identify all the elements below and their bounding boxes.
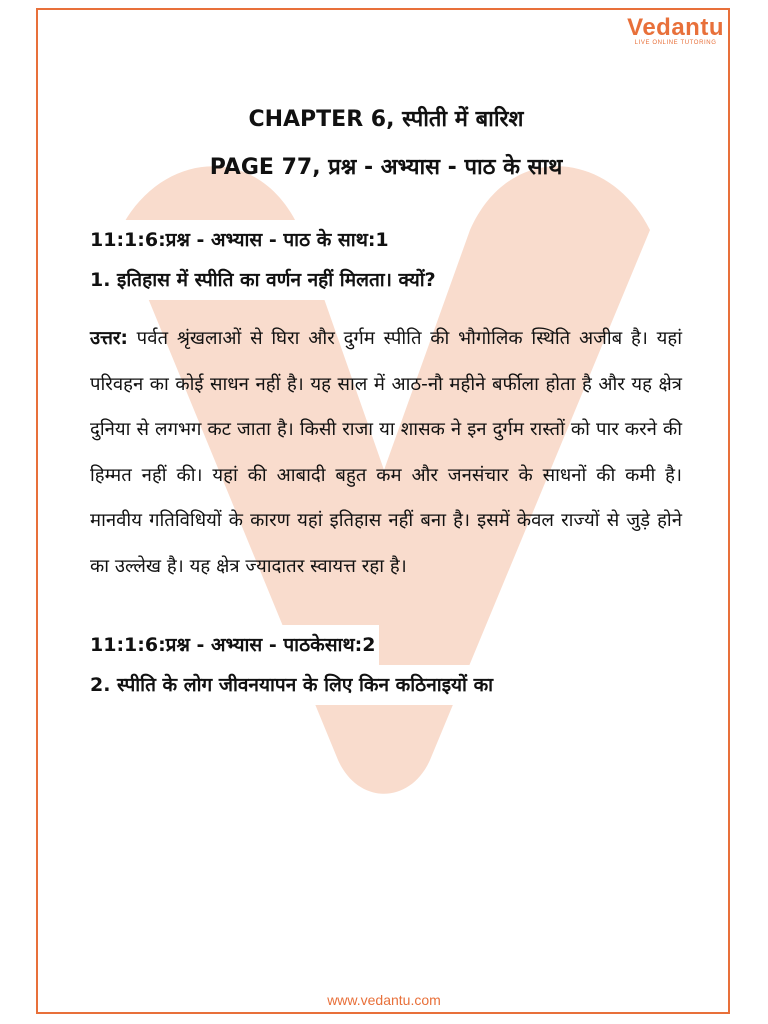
question-block-2 xyxy=(90,625,682,705)
question-text: 1. इतिहास में स्पीति का वर्णन नहीं मिलता। क्यों? xyxy=(90,260,440,300)
vedantu-logo xyxy=(627,14,724,46)
page-title: PAGE 77, प्रश्न - अभ्यास - पाठ के साथ xyxy=(209,155,563,180)
document-body xyxy=(90,96,682,705)
logo-tagline: LIVE ONLINE TUTORING xyxy=(634,40,717,46)
logo-wordmark: Vedantu xyxy=(627,14,724,41)
answer-text: पर्वत श्रृंखलाओं से घिरा और दुर्गम स्पीति की भौगोलिक स्थिति अजीब है। यहां परिवहन का कोई साधन नहीं है। यह साल में आठ-नौ महीने बर्फीला होता है और यह क्षेत्र दुनिया से लगभग कट जाता है। किसी राजा या शासक ने इन दुर्गम रास्तों को पार करने की हिम्मत नहीं की। यहां की आबादी बहुत कम और जनसंचार के साधनों की कमी है। मानवीय गतिविधियों के कारण यहां इतिहास नहीं बना है। इसमें केवल राज्यों से जुड़े होने का उल्लेख है। यह क्षेत्र ज्यादातर स्वायत्त रहा है। xyxy=(90,328,682,577)
question-block-1 xyxy=(90,220,682,589)
footer-url[interactable]: www.vedantu.com xyxy=(327,992,441,1008)
answer-label: उत्तर: xyxy=(90,328,128,349)
question-text: 2. स्पीति के लोग जीवनयापन के लिए किन कठिनाइयों का xyxy=(90,665,497,705)
answer-paragraph xyxy=(90,316,682,589)
question-code: 11:1:6:प्रश्न - अभ्यास - पाठ के साथ:1 xyxy=(90,220,393,260)
chapter-title: CHAPTER 6, स्पीती में बारिश xyxy=(248,107,524,132)
question-code: 11:1:6:प्रश्न - अभ्यास - पाठकेसाथ:2 xyxy=(90,625,379,665)
